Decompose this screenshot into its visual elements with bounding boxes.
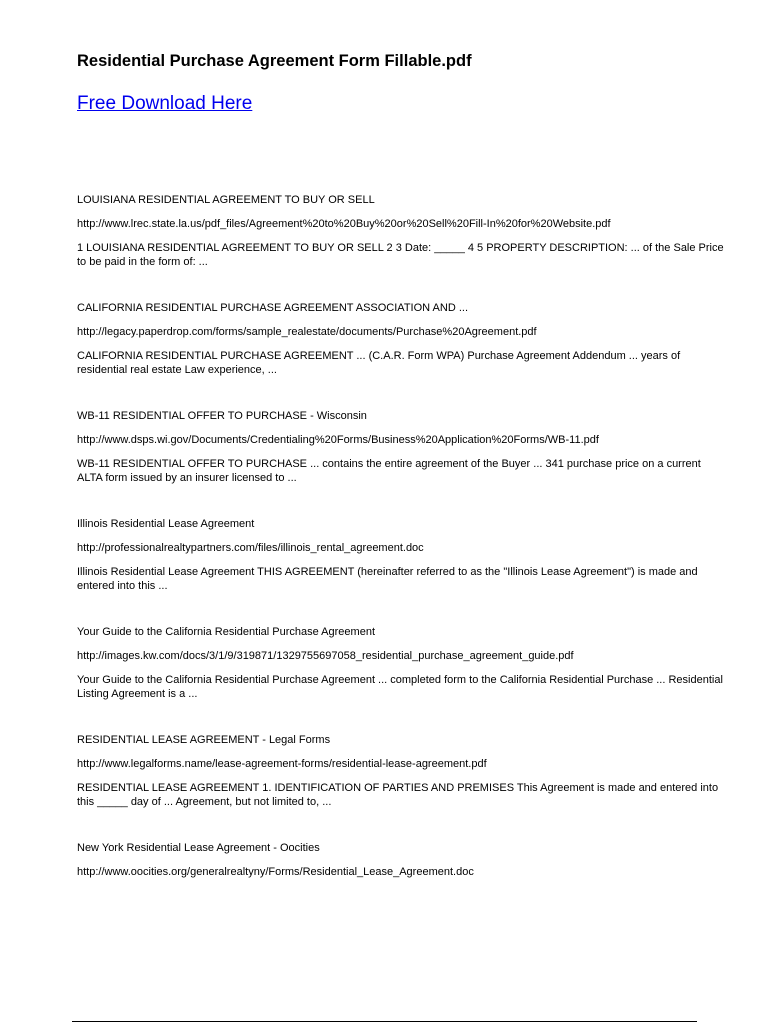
result-item <box>77 193 727 269</box>
result-url: http://images.kw.com/docs/3/1/9/319871/1329755697058_residential_purchase_agreement_guide.pdf <box>77 650 574 662</box>
result-url: http://www.dsps.wi.gov/Documents/Credentialing%20Forms/Business%20Application%20Forms/WB-11.pdf <box>77 434 599 446</box>
result-title: RESIDENTIAL LEASE AGREEMENT - Legal Forms <box>77 734 331 746</box>
result-title: LOUISIANA RESIDENTIAL AGREEMENT TO BUY OR SELL <box>77 194 375 206</box>
result-snippet: RESIDENTIAL LEASE AGREEMENT 1. IDENTIFICATION OF PARTIES AND PREMISES This Agreement is made and entered into this _____ day of ... Agreement, but not limited to, ... <box>77 782 719 808</box>
footer-divider <box>72 1021 697 1022</box>
result-item <box>77 841 727 879</box>
result-snippet: CALIFORNIA RESIDENTIAL PURCHASE AGREEMENT ... (C.A.R. Form WPA) Purchase Agreement Addendum ... years of residential real estate Law experience, ... <box>77 350 681 376</box>
result-title: Your Guide to the California Residential Purchase Agreement <box>77 626 375 638</box>
page-title: Residential Purchase Agreement Form Fillable.pdf <box>77 52 472 70</box>
result-title: CALIFORNIA RESIDENTIAL PURCHASE AGREEMENT ASSOCIATION AND ... <box>77 302 468 314</box>
result-item <box>77 733 727 809</box>
result-item <box>77 409 727 485</box>
result-title: Illinois Residential Lease Agreement <box>77 518 255 530</box>
result-title: WB-11 RESIDENTIAL OFFER TO PURCHASE - Wisconsin <box>77 410 367 422</box>
search-results-list <box>77 193 727 911</box>
result-url: http://professionalrealtypartners.com/files/illinois_rental_agreement.doc <box>77 542 424 554</box>
result-url: http://legacy.paperdrop.com/forms/sample_realestate/documents/Purchase%20Agreement.pdf <box>77 326 537 338</box>
result-snippet: WB-11 RESIDENTIAL OFFER TO PURCHASE ... contains the entire agreement of the Buyer ... 341 purchase price on a current ALTA form issued by an insurer licensed to ... <box>77 458 701 484</box>
result-snippet: Illinois Residential Lease Agreement THIS AGREEMENT (hereinafter referred to as the "Illinois Lease Agreement") is made and entered into this ... <box>77 566 698 592</box>
result-url: http://www.legalforms.name/lease-agreement-forms/residential-lease-agreement.pdf <box>77 758 487 770</box>
result-item <box>77 517 727 593</box>
result-item <box>77 625 727 701</box>
result-item <box>77 301 727 377</box>
result-url: http://www.oocities.org/generalrealtyny/Forms/Residential_Lease_Agreement.doc <box>77 866 474 878</box>
result-url: http://www.lrec.state.la.us/pdf_files/Agreement%20to%20Buy%20or%20Sell%20Fill-In%20for%20Website.pdf <box>77 218 611 230</box>
free-download-link[interactable]: Free Download Here <box>77 93 253 114</box>
result-title: New York Residential Lease Agreement - Oocities <box>77 842 320 854</box>
result-snippet: 1 LOUISIANA RESIDENTIAL AGREEMENT TO BUY OR SELL 2 3 Date: _____ 4 5 PROPERTY DESCRIPTION: ... of the Sale Price to be paid in the form of: ... <box>77 242 724 268</box>
result-snippet: Your Guide to the California Residential Purchase Agreement ... completed form to the California Residential Purchase ... Residential Listing Agreement is a ... <box>77 674 723 700</box>
